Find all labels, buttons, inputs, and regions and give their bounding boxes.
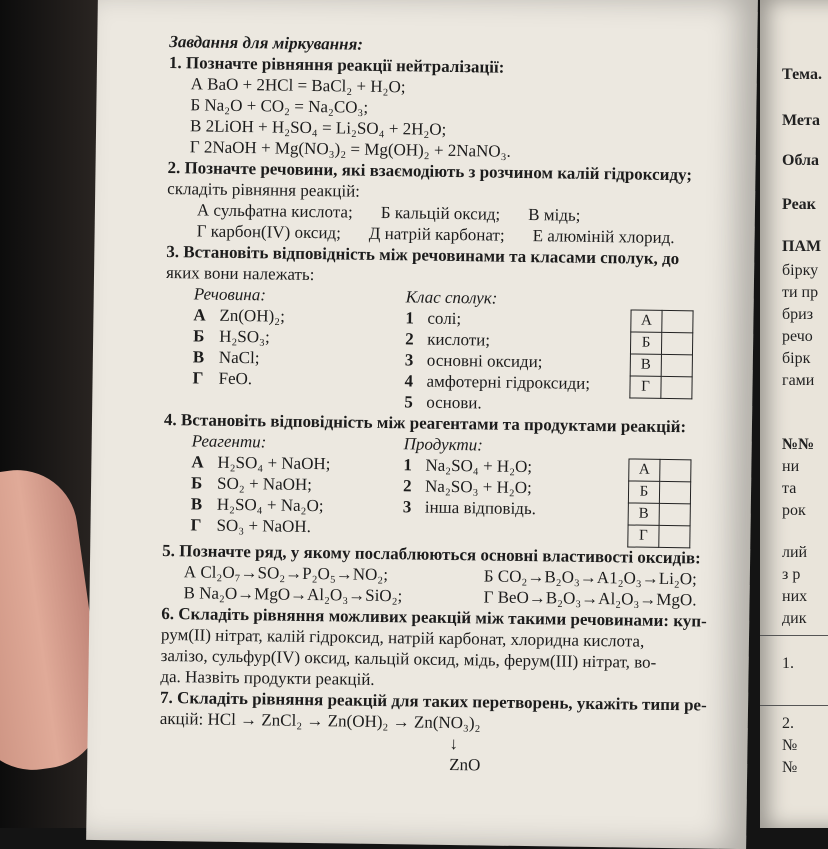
right-page-text: бірк	[782, 350, 811, 367]
grid-letter: В	[630, 354, 661, 376]
task-2-option: Д натрій карбонат;	[368, 223, 505, 245]
task-5-option: А Cl₂O₇→SO₂→P₂O₅→NO₂;	[183, 562, 389, 585]
grid-letter: Б	[628, 481, 659, 503]
task-4-col2-head: Продукти:	[403, 434, 483, 455]
answer-cell[interactable]	[659, 503, 690, 525]
reagent: H₂SO₄ + Na₂O;	[216, 494, 324, 516]
task-3-answer-grid	[629, 309, 693, 399]
letter: В	[192, 347, 205, 367]
right-page-text: №№	[782, 436, 815, 453]
class-name: кислоти;	[427, 329, 491, 350]
book-page	[86, 0, 758, 849]
product: Na₂SO₃ + H₂O;	[424, 476, 532, 498]
task-3-col1-head: Речовина:	[193, 284, 267, 305]
right-page-text: ти пр	[782, 284, 819, 301]
right-page-text: Тема.	[782, 66, 822, 83]
product: Na₂SO₄ + H₂O;	[425, 455, 533, 477]
grid-letter: Г	[630, 376, 661, 398]
right-page	[760, 0, 828, 828]
substance: H₂SO₃;	[219, 326, 270, 347]
letter: Б	[193, 326, 205, 346]
letter: Г	[192, 368, 204, 388]
task-2-option: Г карбон(IV) оксид;	[196, 221, 341, 243]
number: 2	[405, 329, 414, 349]
task-1-title: 1. Позначте рівняння реакції нейтралізації:	[168, 52, 505, 77]
right-page-text: бірку	[782, 262, 819, 279]
right-page-text: Реак	[782, 196, 816, 213]
substance: FeO.	[218, 368, 253, 389]
grid-letter: Б	[630, 332, 661, 354]
right-page-text: №	[782, 759, 798, 776]
table-divider	[760, 705, 828, 706]
task-6-title: 6. Складіть рівняння можливих реакцій між такими речовинами: куп-	[161, 603, 707, 631]
answer-cell[interactable]	[660, 459, 691, 481]
right-page-text: гами	[782, 372, 815, 389]
number: 2	[402, 476, 412, 496]
task-3-classes	[404, 286, 591, 415]
class-name: солі;	[427, 308, 462, 329]
letter: Г	[190, 515, 202, 535]
grid-letter: А	[629, 459, 660, 481]
task-2-option: В мідь;	[528, 205, 581, 225]
page-content	[159, 31, 739, 779]
task-6-line: залізо, сульфур(IV) оксид, кальцій оксид, мідь, ферум(III) нітрат, во-	[160, 645, 657, 672]
task-3-title-cont: яких вони належать:	[165, 262, 315, 285]
right-page-text: Обла	[782, 152, 820, 169]
right-page-text: дик	[782, 610, 807, 627]
right-page-text: бриз	[782, 306, 814, 323]
class-name: основи.	[426, 392, 482, 413]
grid-letter: Г	[628, 525, 659, 547]
task-4-col1-head: Реагенти:	[191, 431, 267, 452]
task-5-option: Г BeO→B₂O₃→Al₂O₃→MgO.	[483, 587, 697, 610]
task-4-products	[403, 433, 537, 519]
right-page-text: 2.	[782, 715, 794, 732]
section-header: Завдання для міркування:	[169, 32, 364, 54]
task-7-zno: ZnO	[449, 754, 481, 775]
number: 1	[403, 455, 413, 475]
task-2-option: Е алюміній хлорид.	[532, 226, 675, 248]
task-1-option: Б Na₂O + CO₂ = Na₂CO₃;	[190, 95, 369, 117]
task-4-answer-grid	[627, 458, 691, 548]
reagent: SO₂ + NaOH;	[216, 473, 313, 495]
task-1-option: Г 2NaOH + Mg(NO₃)₂ = Mg(OH)₂ + 2NaNO₃.	[189, 137, 511, 161]
number: 5	[404, 392, 413, 412]
task-3-substances	[192, 283, 285, 389]
letter: Б	[190, 473, 203, 493]
task-1-option: В 2LiOH + H₂SO₄ = Li₂SO₄ + 2H₂O;	[189, 116, 447, 139]
class-name: амфотерні гідроксиди;	[426, 371, 591, 393]
right-page-text: з р	[782, 566, 801, 583]
number: 3	[402, 497, 412, 517]
letter: А	[191, 452, 204, 472]
right-page-text: ПАМ	[782, 238, 822, 255]
class-name: основні оксиди;	[426, 350, 543, 372]
table-divider	[760, 635, 828, 636]
task-5-option: В Na₂O→MgO→Al₂O₃→SiO₂;	[183, 583, 403, 606]
task-3-match	[164, 283, 736, 417]
task-5-title: 5. Позначте ряд, у якому послаблюються основні властивості оксидів:	[162, 540, 701, 568]
task-6-line: да. Назвіть продукти реакцій.	[160, 666, 375, 689]
number: 3	[404, 350, 414, 370]
reagent: H₂SO₄ + NaOH;	[217, 452, 331, 474]
task-2-option: А сульфатна кислота;	[196, 200, 353, 222]
task-4-title: 4. Встановіть відповідність між реагентами та продуктами реакцій:	[163, 409, 687, 437]
grid-letter: А	[631, 310, 662, 332]
task-2-option: Б кальцій оксид;	[380, 202, 501, 224]
task-5-option: Б CO₂→B₂O₃→A1₂O₃→Li₂O;	[483, 566, 697, 589]
right-page-text: №	[782, 737, 798, 754]
reagent: SO₃ + NaOH.	[216, 515, 312, 537]
answer-cell[interactable]	[661, 354, 692, 376]
answer-cell[interactable]	[661, 376, 692, 398]
number: 4	[404, 371, 414, 391]
task-7-title: 7. Складіть рівняння реакцій для таких перетворень, укажіть типи ре-	[159, 687, 707, 715]
task-3-col2-head: Клас сполук:	[405, 287, 498, 308]
right-page-text: 1.	[782, 655, 794, 672]
right-page-text: та	[782, 480, 797, 497]
task-2-title-cont: складіть рівняння реакцій:	[167, 178, 361, 201]
letter: А	[193, 305, 206, 325]
task-7-chain: акцій: HCl → ZnCl₂ → Zn(OH)₂ → Zn(NO₃)₂	[159, 708, 481, 733]
grid-letter: В	[628, 503, 659, 525]
right-page-text: ни	[782, 458, 800, 475]
task-3-title: 3. Встановіть відповідність між речовинами та класами сполук, до	[166, 241, 680, 269]
substance: NaCl;	[218, 347, 260, 368]
product: інша відповідь.	[424, 497, 537, 519]
down-arrow-icon: ↓	[449, 733, 459, 754]
answer-cell[interactable]	[661, 332, 692, 354]
right-page-text: Мета	[782, 112, 821, 129]
answer-cell[interactable]	[659, 481, 690, 503]
task-6-line: рум(II) нітрат, калій гідроксид, натрій карбонат, хлоридна кислота,	[160, 624, 645, 651]
answer-cell[interactable]	[662, 310, 693, 332]
substance: Zn(OH)₂;	[219, 305, 286, 326]
answer-cell[interactable]	[659, 525, 690, 547]
right-page-text: лий	[782, 544, 808, 561]
task-4-match	[162, 430, 733, 548]
task-2-title: 2. Позначте речовини, які взаємодіють з розчином калій гідроксиду;	[167, 157, 693, 185]
task-1-option: А BaO + 2HCl = BaCl₂ + H₂O;	[190, 74, 406, 97]
task-4-reagents	[190, 430, 331, 537]
right-page-text: них	[782, 588, 808, 605]
number: 1	[405, 308, 415, 328]
right-page-text: рок	[782, 502, 806, 519]
letter: В	[190, 494, 203, 514]
right-page-text: речо	[782, 328, 813, 345]
